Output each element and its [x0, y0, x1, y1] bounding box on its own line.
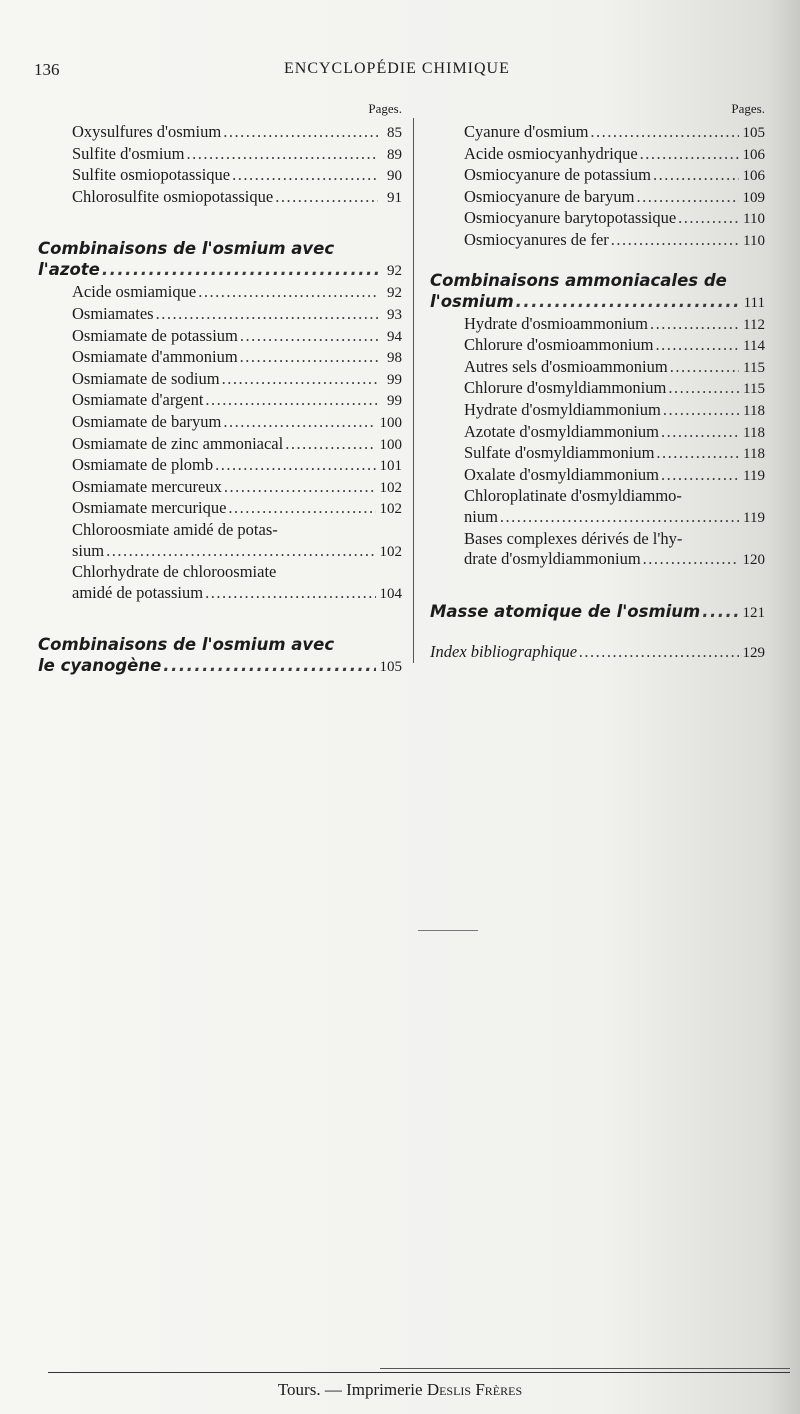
toc-entry-page: 89	[387, 146, 402, 163]
dot-leader	[285, 434, 375, 455]
dot-leader	[215, 455, 375, 476]
toc-entry-page: 110	[743, 211, 765, 228]
toc-entry	[430, 230, 765, 252]
toc-entry-page: 90	[387, 168, 402, 185]
toc-entry-page: 115	[743, 381, 765, 398]
dot-leader	[650, 314, 739, 335]
dot-leader	[611, 230, 739, 251]
column-divider	[413, 118, 414, 663]
toc-entry	[38, 412, 402, 434]
dot-leader	[668, 378, 739, 399]
dot-leader	[222, 369, 378, 390]
toc-entry-title: Hydrate d'osmyldiammonium	[464, 399, 661, 419]
toc-entry-title: Sulfate d'osmyldiammonium	[464, 443, 655, 463]
toc-entry-page: 98	[387, 350, 402, 367]
dot-leader	[670, 357, 739, 378]
footer-rule	[48, 1372, 790, 1373]
toc-entry-page: 114	[743, 338, 765, 355]
printer-imprint: Tours. — Imprimerie Deslis Frères	[277, 1380, 523, 1399]
toc-entry-page: 100	[379, 414, 402, 431]
toc-entry-title: Osmiamate d'ammonium	[72, 347, 238, 367]
section-azote: Combinaisons de l'osmium avec l'azote ..... 92	[38, 238, 402, 282]
dot-leader	[240, 326, 378, 347]
toc-entry-page: 102	[379, 501, 402, 518]
toc-entry	[38, 390, 402, 412]
toc-entry-title: Sulfite d'osmium	[72, 143, 185, 163]
page-number: 136	[34, 60, 60, 79]
toc-entry	[38, 304, 402, 326]
toc-entry-title: Osmiamate d'argent	[72, 390, 204, 410]
dot-leader	[640, 144, 739, 165]
toc-entry-title: Oxalate d'osmyldiammonium	[464, 464, 659, 484]
toc-entry-page: 94	[387, 328, 402, 345]
toc-entry-page: 110	[743, 232, 765, 249]
toc-entry-page: 102	[379, 479, 402, 496]
toc-right-column	[430, 100, 765, 663]
toc-entry-title: Osmiamates	[72, 303, 154, 323]
toc-entry-page: 109	[742, 189, 765, 206]
dot-leader	[156, 304, 378, 325]
toc-entry	[38, 369, 402, 391]
toc-entry-page: 91	[387, 189, 402, 206]
toc-entry-title: Hydrate d'osmioammonium	[464, 313, 648, 333]
toc-entry-page: 112	[743, 316, 765, 333]
toc-entry-title: Osmiocyanure de baryum	[464, 186, 635, 206]
toc-entry	[430, 187, 765, 209]
dot-leader	[653, 165, 739, 186]
toc-entry-page: 118	[743, 424, 765, 441]
toc-entry	[38, 187, 402, 209]
toc-entry	[38, 477, 402, 499]
toc-entry-title: Cyanure d'osmium	[464, 122, 589, 141]
toc-entry	[38, 326, 402, 348]
decorative-rule	[418, 930, 478, 931]
toc-entry-title: Autres sels d'osmioammonium	[464, 356, 668, 376]
toc-entry-page: 119	[743, 467, 765, 484]
dot-leader	[275, 187, 378, 208]
toc-entry	[430, 465, 765, 487]
footer-rule-upper	[380, 1368, 790, 1369]
page-header	[34, 60, 734, 84]
toc-entry	[38, 347, 402, 369]
dot-leader	[187, 144, 378, 165]
toc-entry-title: Oxysulfures d'osmium	[72, 122, 222, 141]
dot-leader	[224, 477, 376, 498]
toc-entry-chloroosmiate: Chloroosmiate amidé de potas- sium ..... 102	[38, 520, 402, 562]
toc-entry	[430, 378, 765, 400]
toc-entry	[430, 122, 765, 144]
dot-leader	[240, 347, 378, 368]
dot-leader	[678, 208, 739, 229]
toc-entry	[430, 165, 765, 187]
toc-entry-bases: Bases complexes dérivés de l'hy- drate d'osmyldiammonium ..... 120	[430, 529, 765, 571]
toc-entry-title: Osmiamate de sodium	[72, 368, 220, 388]
pages-label-right: Pages.	[731, 101, 765, 116]
toc-entry-title: Osmiamate mercurique	[72, 498, 227, 518]
toc-entry-page: 106	[742, 168, 765, 185]
right-entries-a	[430, 122, 765, 252]
toc-entry-page: 92	[387, 285, 402, 302]
toc-entry-title: Sulfite osmiopotassique	[72, 165, 231, 185]
toc-entry	[38, 122, 402, 144]
dot-leader	[228, 498, 375, 519]
toc-entry-title: Osmiocyanure de potassium	[464, 165, 651, 185]
dot-leader	[205, 390, 378, 411]
toc-entry-title: Osmiamate mercureux	[72, 476, 222, 496]
dot-leader	[232, 165, 378, 186]
toc-entry	[430, 208, 765, 230]
toc-entry-title: Osmiocyanure barytopotassique	[464, 208, 677, 228]
toc-entry	[38, 434, 402, 456]
toc-left-column	[38, 100, 402, 678]
toc-entry-title: Chlorure d'osmioammonium	[464, 335, 654, 355]
dot-leader	[590, 122, 738, 143]
toc-entry-index: Index bibliographique ..... 129	[430, 642, 765, 664]
toc-entry-page: 105	[742, 125, 765, 141]
toc-entry-title: Osmiamate de baryum	[72, 411, 222, 431]
dot-leader	[663, 400, 739, 421]
toc-entry	[38, 498, 402, 520]
toc-entry-page: 85	[387, 125, 402, 141]
toc-entry-chloroplatinate: Chloroplatinate d'osmyldiammo- nium ..... 119	[430, 486, 765, 528]
running-head: ENCYCLOPÉDIE CHIMIQUE	[284, 60, 510, 77]
dot-leader	[223, 412, 375, 433]
toc-entry-title: Osmiocyanures de fer	[464, 229, 609, 249]
toc-entry	[430, 144, 765, 166]
dot-leader	[198, 282, 378, 303]
toc-entry-page: 99	[387, 393, 402, 410]
toc-entry	[38, 165, 402, 187]
toc-entry-title: Acide osmiamique	[72, 282, 197, 302]
toc-entry-page: 100	[379, 436, 402, 453]
dot-leader	[656, 335, 740, 356]
left-entries-b	[38, 282, 402, 520]
toc-entry-title: Osmiamate de potassium	[72, 325, 238, 345]
left-entries-a	[38, 122, 402, 208]
toc-entry-page: 106	[742, 146, 765, 163]
toc-entry-title: Chlorure d'osmyldiammonium	[464, 378, 667, 398]
toc-entry-title: Chlorosulfite osmiopotassique	[72, 186, 274, 206]
toc-entry	[38, 282, 402, 304]
toc-entry-chlorhydrate: Chlorhydrate de chloroosmiate amidé de potassium ..... 104	[38, 562, 402, 604]
toc-entry	[430, 357, 765, 379]
right-entries-b	[430, 314, 765, 487]
dot-leader	[661, 422, 739, 443]
toc-entry	[38, 455, 402, 477]
toc-entry-title: Acide osmiocyanhydrique	[464, 143, 638, 163]
toc-entry-page: 115	[743, 359, 765, 376]
toc-entry	[430, 443, 765, 465]
toc-entry-title: Osmiamate de zinc ammoniacal	[72, 433, 284, 453]
toc-entry-page: 93	[387, 306, 402, 323]
pages-label: Pages.	[368, 101, 402, 116]
section-masse-atomique: Masse atomique de l'osmium ..... 121	[430, 601, 765, 624]
dot-leader	[656, 443, 739, 464]
dot-leader	[661, 465, 739, 486]
toc-entry-page: 101	[379, 458, 402, 475]
toc-entry-page: 118	[743, 402, 765, 419]
toc-entry-title: Azotate d'osmyldiammonium	[464, 421, 659, 441]
toc-entry	[38, 144, 402, 166]
dot-leader	[636, 187, 738, 208]
toc-entry	[430, 314, 765, 336]
section-cyanogene: Combinaisons de l'osmium avec le cyanogène ..... 105	[38, 634, 402, 678]
toc-entry	[430, 422, 765, 444]
toc-entry	[430, 335, 765, 357]
toc-entry-title: Osmiamate de plomb	[72, 455, 214, 475]
section-ammoniacales: Combinaisons ammoniacales de l'osmium ..... 111	[430, 270, 765, 314]
toc-entry-page: 118	[743, 446, 765, 463]
toc-entry-page: 99	[387, 371, 402, 388]
toc-entry	[430, 400, 765, 422]
dot-leader	[223, 122, 378, 143]
